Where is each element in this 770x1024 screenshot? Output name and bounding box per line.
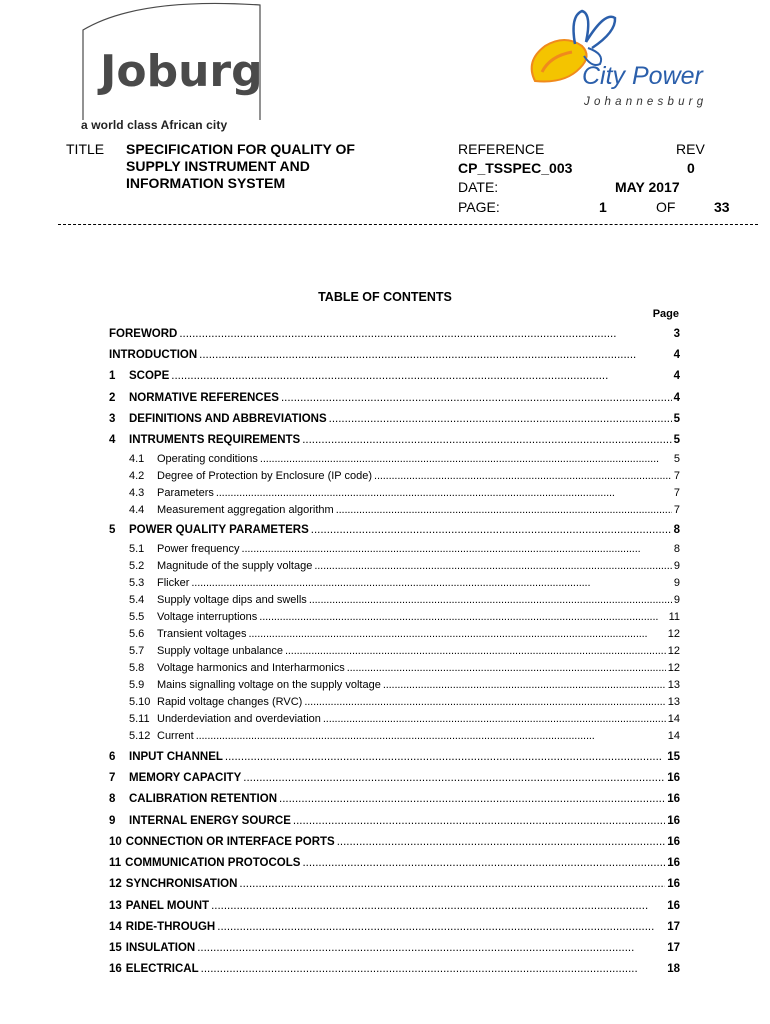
toc-entry-title: Magnitude of the supply voltage	[157, 560, 313, 572]
toc-entry[interactable]	[109, 487, 680, 499]
toc-entry[interactable]	[109, 328, 680, 340]
toc-entry-title: INPUT CHANNEL	[129, 751, 223, 763]
toc-entry-page: 7	[673, 504, 680, 516]
toc-entry-title: DEFINITIONS AND ABBREVIATIONS	[129, 413, 327, 425]
toc-entry-title: Voltage harmonics and Interharmonics	[157, 662, 345, 674]
toc-entry[interactable]	[109, 349, 680, 361]
toc-entry-page: 15	[667, 751, 680, 763]
toc-dot-leader	[243, 772, 665, 784]
toc-entry-page: 3	[673, 328, 680, 340]
joburg-logo-text: Joburg	[100, 46, 263, 97]
toc-entry-page: 16	[667, 900, 680, 912]
toc-entry-title: MEMORY CAPACITY	[129, 772, 242, 784]
toc-entry[interactable]	[109, 878, 680, 890]
toc-entry[interactable]	[109, 524, 680, 536]
toc-entry-title: Degree of Protection by Enclosure (IP code)	[157, 470, 373, 482]
document-title-line: SPECIFICATION FOR QUALITY OF	[126, 141, 355, 157]
toc-entry-title: CONNECTION OR INTERFACE PORTS	[125, 836, 335, 848]
toc-entry-number: 10	[109, 836, 122, 848]
toc-entry[interactable]	[109, 628, 680, 640]
toc-entry-number: 5.10	[129, 696, 151, 708]
toc-entry-number: 5.7	[129, 645, 145, 657]
toc-entry-number: 11	[109, 857, 122, 869]
header-divider	[58, 224, 758, 225]
date-label: DATE:	[458, 179, 499, 195]
toc-entry-title: INTRUMENTS REQUIREMENTS	[129, 434, 301, 446]
toc-entry-title: Rapid voltage changes (RVC)	[157, 696, 303, 708]
toc-entry-title: NORMATIVE REFERENCES	[129, 392, 279, 404]
toc-dot-leader	[329, 413, 672, 425]
city-power-logo	[520, 6, 725, 111]
toc-entry-number: 4.3	[129, 487, 145, 499]
toc-entry[interactable]	[109, 900, 680, 912]
toc-entry-title: Measurement aggregation algorithm	[157, 504, 334, 516]
toc-entry-number: 4.2	[129, 470, 145, 482]
toc-entry[interactable]	[109, 560, 680, 572]
toc-entry-number: 2	[109, 392, 116, 404]
toc-entry-number: 7	[109, 772, 116, 784]
toc-entry-page: 14	[667, 730, 680, 742]
toc-entry-title: Supply voltage unbalance	[157, 645, 283, 657]
toc-entry-number: 5.9	[129, 679, 145, 691]
toc-page-column-header: Page	[652, 308, 679, 320]
toc-entry-title: SCOPE	[129, 370, 170, 382]
toc-entry-page: 17	[667, 942, 680, 954]
toc-entry-title: Operating conditions	[157, 453, 258, 465]
toc-dot-leader	[302, 857, 665, 869]
rev-value: 0	[687, 160, 695, 176]
toc-dot-leader	[239, 878, 665, 890]
toc-entry-number: 16	[109, 963, 122, 975]
toc-entry[interactable]	[109, 730, 680, 742]
toc-entry[interactable]	[109, 392, 680, 404]
toc-heading: TABLE OF CONTENTS	[318, 290, 452, 304]
toc-dot-leader	[309, 594, 672, 606]
toc-entry-title: FOREWORD	[109, 328, 178, 340]
document-title-line: SUPPLY INSTRUMENT AND	[126, 158, 310, 174]
toc-entry-page: 5	[673, 434, 680, 446]
toc-entry-number: 14	[109, 921, 122, 933]
toc-entry-page: 4	[673, 392, 680, 404]
toc-entry[interactable]	[109, 857, 680, 869]
toc-dot-leader	[248, 628, 665, 640]
toc-entry-title: Voltage interruptions	[157, 611, 258, 623]
toc-dot-leader	[196, 730, 666, 742]
toc-entry-number: 15	[109, 942, 122, 954]
toc-dot-leader	[285, 645, 666, 657]
toc-entry[interactable]	[109, 679, 680, 691]
toc-entry-number: 6	[109, 751, 116, 763]
toc-entry-number: 5.1	[129, 543, 145, 555]
toc-entry-number: 5.6	[129, 628, 145, 640]
toc-entry-page: 11	[668, 611, 680, 623]
toc-entry-page: 16	[667, 793, 680, 805]
toc-entry-page: 16	[667, 878, 680, 890]
toc-entry-title: Flicker	[157, 577, 190, 589]
toc-entry-title: INTRODUCTION	[109, 349, 198, 361]
toc-entry-page: 17	[667, 921, 680, 933]
toc-dot-leader	[383, 679, 666, 691]
toc-entry[interactable]	[109, 577, 680, 589]
toc-entry-page: 18	[667, 963, 680, 975]
toc-entry-number: 5.2	[129, 560, 145, 572]
toc-entry[interactable]	[109, 370, 680, 382]
toc-entry-title: INTERNAL ENERGY SOURCE	[129, 815, 291, 827]
toc-entry-title: Mains signalling voltage on the supply voltage	[157, 679, 381, 691]
toc-entry[interactable]	[109, 713, 680, 725]
page-of-label: OF	[656, 199, 676, 215]
toc-dot-leader	[337, 836, 665, 848]
toc-entry-number: 8	[109, 793, 116, 805]
toc-entry-number: 9	[109, 815, 116, 827]
toc-entry-page: 9	[673, 577, 680, 589]
page-label: PAGE:	[458, 199, 500, 215]
toc-entry-title: INSULATION	[125, 942, 196, 954]
toc-entry[interactable]	[109, 751, 680, 763]
toc-dot-leader	[191, 577, 671, 589]
toc-entry[interactable]	[109, 793, 680, 805]
toc-entry-page: 9	[673, 560, 680, 572]
toc-entry-title: Parameters	[157, 487, 214, 499]
toc-entry-page: 9	[673, 594, 680, 606]
toc-entry-number: 4.1	[129, 453, 145, 465]
toc-entry-number: 5	[109, 524, 116, 536]
toc-entry[interactable]	[109, 963, 680, 975]
toc-dot-leader	[197, 942, 665, 954]
toc-dot-leader	[304, 696, 665, 708]
reference-label: REFERENCE	[458, 141, 545, 157]
toc-entry-number: 5.12	[129, 730, 151, 742]
toc-entry-page: 8	[673, 543, 680, 555]
title-label: TITLE	[66, 141, 105, 157]
toc-entry[interactable]	[109, 434, 680, 446]
document-title	[126, 141, 426, 192]
toc-entry-number: 3	[109, 413, 116, 425]
city-power-logo-name: City Power	[582, 62, 703, 90]
toc-entry[interactable]	[109, 470, 680, 482]
toc-dot-leader	[216, 487, 672, 499]
toc-dot-leader	[302, 434, 671, 446]
toc-entry[interactable]	[109, 453, 680, 465]
toc-entry-page: 13	[667, 696, 680, 708]
toc-entry[interactable]	[109, 921, 680, 933]
toc-entry-page: 14	[667, 713, 680, 725]
toc-entry[interactable]	[109, 645, 680, 657]
toc-entry-number: 4	[109, 434, 116, 446]
toc-entry-page: 5	[673, 453, 680, 465]
toc-entry-page: 7	[673, 487, 680, 499]
toc-dot-leader	[217, 921, 665, 933]
toc-entry-title: Transient voltages	[157, 628, 247, 640]
toc-entry-page: 5	[673, 413, 680, 425]
toc-entry[interactable]	[109, 662, 680, 674]
toc-entry-page: 4	[673, 349, 680, 361]
toc-dot-leader	[293, 815, 665, 827]
joburg-logo	[78, 2, 263, 122]
toc-entry-title: CALIBRATION RETENTION	[129, 793, 278, 805]
toc-entry-number: 5.5	[129, 611, 145, 623]
toc-entry-number: 5.3	[129, 577, 145, 589]
toc-entry[interactable]	[109, 413, 680, 425]
toc-dot-leader	[314, 560, 672, 572]
toc-entry[interactable]	[109, 543, 680, 555]
toc-entry-page: 12	[667, 645, 680, 657]
toc-entry[interactable]	[109, 696, 680, 708]
toc-entry-page: 12	[667, 628, 680, 640]
city-power-logo-city: Johannesburg	[584, 96, 708, 108]
toc-entry[interactable]	[109, 836, 680, 848]
toc-entry-number: 1	[109, 370, 116, 382]
toc-entry-number: 5.11	[129, 713, 150, 725]
toc-entry-page: 13	[667, 679, 680, 691]
document-title-line: INFORMATION SYSTEM	[126, 175, 286, 191]
toc-entry-title: COMMUNICATION PROTOCOLS	[125, 857, 301, 869]
toc-entry-page: 4	[673, 370, 680, 382]
toc-entry-title: Supply voltage dips and swells	[157, 594, 307, 606]
toc-entry[interactable]	[109, 504, 680, 516]
toc-entry-title: RIDE-THROUGH	[125, 921, 216, 933]
toc-entry[interactable]	[109, 942, 680, 954]
toc-dot-leader	[179, 328, 671, 340]
toc-entry[interactable]	[109, 815, 680, 827]
toc-entry-title: POWER QUALITY PARAMETERS	[129, 524, 309, 536]
toc-entry-page: 16	[667, 815, 680, 827]
toc-entry-page: 16	[667, 772, 680, 784]
toc-entry-page: 12	[667, 662, 680, 674]
reference-value: CP_TSSPEC_003	[458, 160, 573, 176]
toc-entry-page: 16	[667, 857, 680, 869]
toc-entry-page: 8	[673, 524, 680, 536]
toc-dot-leader	[336, 504, 672, 516]
toc-entry-number: 5.4	[129, 594, 145, 606]
toc-dot-leader	[281, 392, 672, 404]
toc-entry-title: ELECTRICAL	[125, 963, 199, 975]
toc-dot-leader	[225, 751, 665, 763]
toc-entry[interactable]	[109, 611, 680, 623]
toc-dot-leader	[279, 793, 665, 805]
toc-dot-leader	[260, 453, 672, 465]
toc-dot-leader	[347, 662, 666, 674]
toc-entry-number: 4.4	[129, 504, 145, 516]
toc-dot-leader	[323, 713, 666, 725]
toc-entry-page: 16	[667, 836, 680, 848]
toc-dot-leader	[242, 543, 672, 555]
toc-dot-leader	[201, 963, 666, 975]
toc-entry[interactable]	[109, 594, 680, 606]
toc-entry-number: 13	[109, 900, 122, 912]
date-value: MAY 2017	[615, 179, 680, 195]
page-total: 33	[714, 199, 730, 215]
toc-dot-leader	[259, 611, 666, 623]
toc-dot-leader	[171, 370, 671, 382]
toc-entry[interactable]	[109, 772, 680, 784]
toc-entry-title: Current	[157, 730, 194, 742]
toc-dot-leader	[199, 349, 671, 361]
page-number: 1	[599, 199, 607, 215]
joburg-tagline: a world class African city	[81, 118, 228, 132]
toc-entry-title: SYNCHRONISATION	[125, 878, 238, 890]
toc-entry-number: 12	[109, 878, 122, 890]
toc-dot-leader	[311, 524, 672, 536]
toc-entry-title: Power frequency	[157, 543, 240, 555]
toc-entry-number: 5.8	[129, 662, 145, 674]
toc-dot-leader	[211, 900, 665, 912]
toc-dot-leader	[374, 470, 672, 482]
toc-entry-page: 7	[673, 470, 680, 482]
rev-label: REV	[676, 141, 705, 157]
toc-entry-title: Underdeviation and overdeviation	[157, 713, 321, 725]
toc-entry-title: PANEL MOUNT	[125, 900, 210, 912]
